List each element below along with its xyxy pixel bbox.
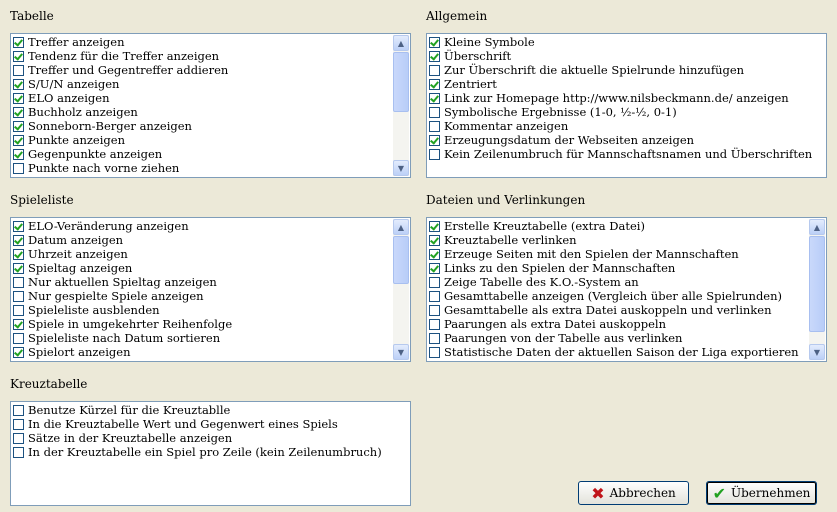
checkbox[interactable]	[429, 333, 440, 344]
list-item-label: Buchholz anzeigen	[28, 105, 138, 119]
checkbox[interactable]	[429, 319, 440, 330]
tabelle-listbox[interactable]	[10, 33, 411, 178]
scroll-thumb[interactable]	[809, 236, 825, 332]
checkbox-checked[interactable]	[13, 235, 24, 246]
checkbox-checked[interactable]	[13, 347, 24, 358]
list-item-label: Nur gespielte Spiele anzeigen	[28, 289, 204, 303]
spieleliste-listbox[interactable]	[10, 217, 411, 362]
list-item-label: Benutze Kürzel für die Kreuztablle	[28, 403, 231, 417]
list-item[interactable]	[429, 261, 808, 275]
list-item-label: Spieleliste ausblenden	[28, 303, 160, 317]
list-item[interactable]	[429, 63, 808, 77]
checkbox[interactable]	[13, 305, 24, 316]
scroll-thumb[interactable]	[393, 236, 409, 284]
list-item[interactable]	[429, 133, 808, 147]
list-item[interactable]	[429, 91, 808, 105]
list-item-label: Link zur Homepage http://www.nilsbeckmann.de/ anzeigen	[444, 91, 789, 105]
list-item[interactable]	[429, 247, 808, 261]
list-item[interactable]	[13, 35, 392, 49]
checkbox-checked[interactable]	[13, 149, 24, 160]
list-item-label: In der Kreuztabelle ein Spiel pro Zeile (kein Zeilenumbruch)	[28, 445, 382, 459]
list-item[interactable]	[13, 105, 392, 119]
list-item-label: Überschrift	[444, 49, 512, 63]
list-item[interactable]	[13, 219, 392, 233]
tabelle-items	[13, 35, 392, 175]
list-item-label: Sonneborn-Berger anzeigen	[28, 119, 192, 133]
list-item[interactable]	[13, 247, 392, 261]
checkbox-checked[interactable]	[13, 249, 24, 260]
checkbox[interactable]	[13, 447, 24, 458]
list-item-label: Datum anzeigen	[28, 233, 124, 247]
checkbox-checked[interactable]	[13, 135, 24, 146]
checkbox[interactable]	[429, 277, 440, 288]
cancel-button[interactable]	[578, 481, 689, 505]
list-item-label: In die Kreuztabelle Wert und Gegenwert eines Spiels	[28, 417, 338, 431]
dateien-scrollbar[interactable]	[809, 219, 825, 360]
allgemein-listbox[interactable]	[426, 33, 827, 178]
list-item-label: Symbolische Ergebnisse (1-0, ½-½, 0-1)	[444, 105, 677, 119]
checkbox[interactable]	[429, 65, 440, 76]
checkbox-checked[interactable]	[429, 235, 440, 246]
list-item[interactable]	[429, 331, 808, 345]
list-item[interactable]	[429, 345, 808, 359]
list-item[interactable]	[429, 105, 808, 119]
list-item[interactable]	[13, 147, 392, 161]
list-item-label: Punkte anzeigen	[28, 133, 125, 147]
list-item-label: Treffer anzeigen	[28, 35, 125, 49]
list-item[interactable]	[429, 303, 808, 317]
checkbox[interactable]	[429, 291, 440, 302]
kreuztabelle-listbox[interactable]	[10, 401, 411, 506]
list-item[interactable]	[429, 77, 808, 91]
list-item-label: Punkte nach vorne ziehen	[28, 161, 180, 175]
list-item[interactable]	[13, 133, 392, 147]
checkbox-checked[interactable]	[429, 37, 440, 48]
allgemein-items	[429, 35, 813, 161]
checkbox[interactable]	[13, 433, 24, 444]
list-item[interactable]	[13, 49, 392, 63]
checkbox[interactable]	[13, 291, 24, 302]
section-title-spieleliste: Spieleliste	[10, 193, 74, 207]
section-title-dateien: Dateien und Verlinkungen	[426, 193, 586, 207]
scroll-up-icon[interactable]: ▲	[393, 35, 409, 51]
list-item-label: Kein Zeilenumbruch für Mannschaftsnamen und Überschriften	[444, 147, 813, 161]
tabelle-scrollbar[interactable]	[393, 35, 409, 176]
checkbox-checked[interactable]	[13, 37, 24, 48]
list-item[interactable]	[13, 77, 392, 91]
checkbox-checked[interactable]	[429, 249, 440, 260]
checkbox[interactable]	[13, 163, 24, 174]
list-item[interactable]	[429, 119, 808, 133]
list-item-label: Kreuztabelle verlinken	[444, 233, 577, 247]
list-item-label: Uhrzeit anzeigen	[28, 247, 128, 261]
checkbox[interactable]	[429, 121, 440, 132]
list-item[interactable]	[13, 289, 392, 303]
scroll-down-icon[interactable]: ▼	[809, 344, 825, 360]
list-item-label: Paarungen als extra Datei auskoppeln	[444, 317, 666, 331]
apply-button[interactable]	[706, 481, 817, 505]
list-item[interactable]	[13, 233, 392, 247]
list-item[interactable]	[13, 417, 392, 431]
checkbox[interactable]	[13, 419, 24, 430]
checkbox-checked[interactable]	[429, 263, 440, 274]
scroll-down-icon[interactable]: ▼	[393, 344, 409, 360]
list-item[interactable]	[429, 317, 808, 331]
checkbox[interactable]	[429, 347, 440, 358]
cancel-button-label: Abbrechen	[609, 486, 676, 500]
list-item-label: Zeige Tabelle des K.O.-System an	[444, 275, 639, 289]
checkbox-checked[interactable]	[429, 135, 440, 146]
dateien-items	[429, 219, 808, 359]
list-item[interactable]	[13, 63, 392, 77]
list-item[interactable]	[13, 91, 392, 105]
checkbox-checked[interactable]	[13, 121, 24, 132]
apply-button-label: Übernehmen	[731, 486, 811, 500]
checkbox-checked[interactable]	[429, 221, 440, 232]
list-item-label: Gesamttabelle als extra Datei auskoppeln und verlinken	[444, 303, 772, 317]
checkbox-checked[interactable]	[13, 319, 24, 330]
checkbox[interactable]	[429, 305, 440, 316]
section-title-allgemein: Allgemein	[426, 9, 488, 23]
list-item[interactable]	[13, 345, 392, 359]
checkbox-checked[interactable]	[13, 107, 24, 118]
list-item-label: Treffer und Gegentreffer addieren	[28, 63, 229, 77]
list-item[interactable]	[429, 233, 808, 247]
section-title-kreuztabelle: Kreuztabelle	[10, 377, 88, 391]
list-item[interactable]	[429, 35, 808, 49]
list-item[interactable]	[13, 261, 392, 275]
list-item-label: Spiele in umgekehrter Reihenfolge	[28, 317, 233, 331]
list-item-label: Erstelle Kreuztabelle (extra Datei)	[444, 219, 645, 233]
list-item[interactable]	[429, 289, 808, 303]
checkbox[interactable]	[13, 65, 24, 76]
list-item-label: Spieleliste nach Datum sortieren	[28, 331, 221, 345]
list-item[interactable]	[429, 275, 808, 289]
list-item-label: Paarungen von der Tabelle aus verlinken	[444, 331, 683, 345]
list-item-label: Zur Überschrift die aktuelle Spielrunde hinzufügen	[444, 63, 745, 77]
checkbox[interactable]	[13, 405, 24, 416]
checkbox-checked[interactable]	[13, 79, 24, 90]
checkbox[interactable]	[13, 277, 24, 288]
checkbox[interactable]	[13, 333, 24, 344]
checkbox-checked[interactable]	[13, 93, 24, 104]
list-item[interactable]	[429, 147, 813, 161]
list-item[interactable]	[13, 275, 392, 289]
list-item[interactable]	[429, 219, 808, 233]
list-item-label: Sätze in der Kreuztabelle anzeigen	[28, 431, 233, 445]
list-item-label: Erzeugungsdatum der Webseiten anzeigen	[444, 133, 695, 147]
list-item[interactable]	[429, 49, 808, 63]
list-item-label: Erzeuge Seiten mit den Spielen der Mannschaften	[444, 247, 739, 261]
list-item-label: Spielort anzeigen	[28, 345, 131, 359]
list-item[interactable]	[13, 119, 392, 133]
checkbox[interactable]	[429, 107, 440, 118]
list-item[interactable]	[13, 317, 392, 331]
list-item-label: Kommentar anzeigen	[444, 119, 569, 133]
scroll-down-icon[interactable]: ▼	[393, 160, 409, 176]
list-item-label: Links zu den Spielen der Mannschaften	[444, 261, 676, 275]
checkbox-checked[interactable]	[429, 93, 440, 104]
list-item-label: Tendenz für die Treffer anzeigen	[28, 49, 220, 63]
list-item-label: Gegenpunkte anzeigen	[28, 147, 163, 161]
list-item[interactable]	[13, 331, 392, 345]
checkbox[interactable]	[429, 149, 440, 160]
list-item-label: Statistische Daten der aktuellen Saison der Liga exportieren	[444, 345, 799, 359]
scroll-up-icon[interactable]: ▲	[809, 219, 825, 235]
dateien-listbox[interactable]	[426, 217, 827, 362]
red-x-icon: ✖	[591, 483, 605, 503]
list-item-label: ELO anzeigen	[28, 91, 110, 105]
list-item[interactable]	[13, 445, 392, 459]
scroll-thumb[interactable]	[393, 52, 409, 112]
list-item-label: Kleine Symbole	[444, 35, 535, 49]
checkbox-checked[interactable]	[429, 51, 440, 62]
list-item-label: S/U/N anzeigen	[28, 77, 120, 91]
checkbox-checked[interactable]	[13, 221, 24, 232]
list-item[interactable]	[13, 161, 392, 175]
list-item-label: Spieltag anzeigen	[28, 261, 133, 275]
list-item-label: Gesamttabelle anzeigen (Vergleich über alle Spielrunden)	[444, 289, 783, 303]
list-item-label: ELO-Veränderung anzeigen	[28, 219, 189, 233]
kreuztabelle-items	[13, 403, 392, 459]
list-item-label: Nur aktuellen Spieltag anzeigen	[28, 275, 217, 289]
scroll-up-icon[interactable]: ▲	[393, 219, 409, 235]
list-item[interactable]	[13, 303, 392, 317]
list-item-label: Zentriert	[444, 77, 497, 91]
checkbox-checked[interactable]	[13, 51, 24, 62]
green-check-icon: ✔	[712, 483, 726, 503]
list-item[interactable]	[13, 403, 392, 417]
checkbox-checked[interactable]	[429, 79, 440, 90]
spieleliste-scrollbar[interactable]	[393, 219, 409, 360]
list-item[interactable]	[13, 431, 392, 445]
spieleliste-items	[13, 219, 392, 359]
section-title-tabelle: Tabelle	[10, 9, 54, 23]
checkbox-checked[interactable]	[13, 263, 24, 274]
